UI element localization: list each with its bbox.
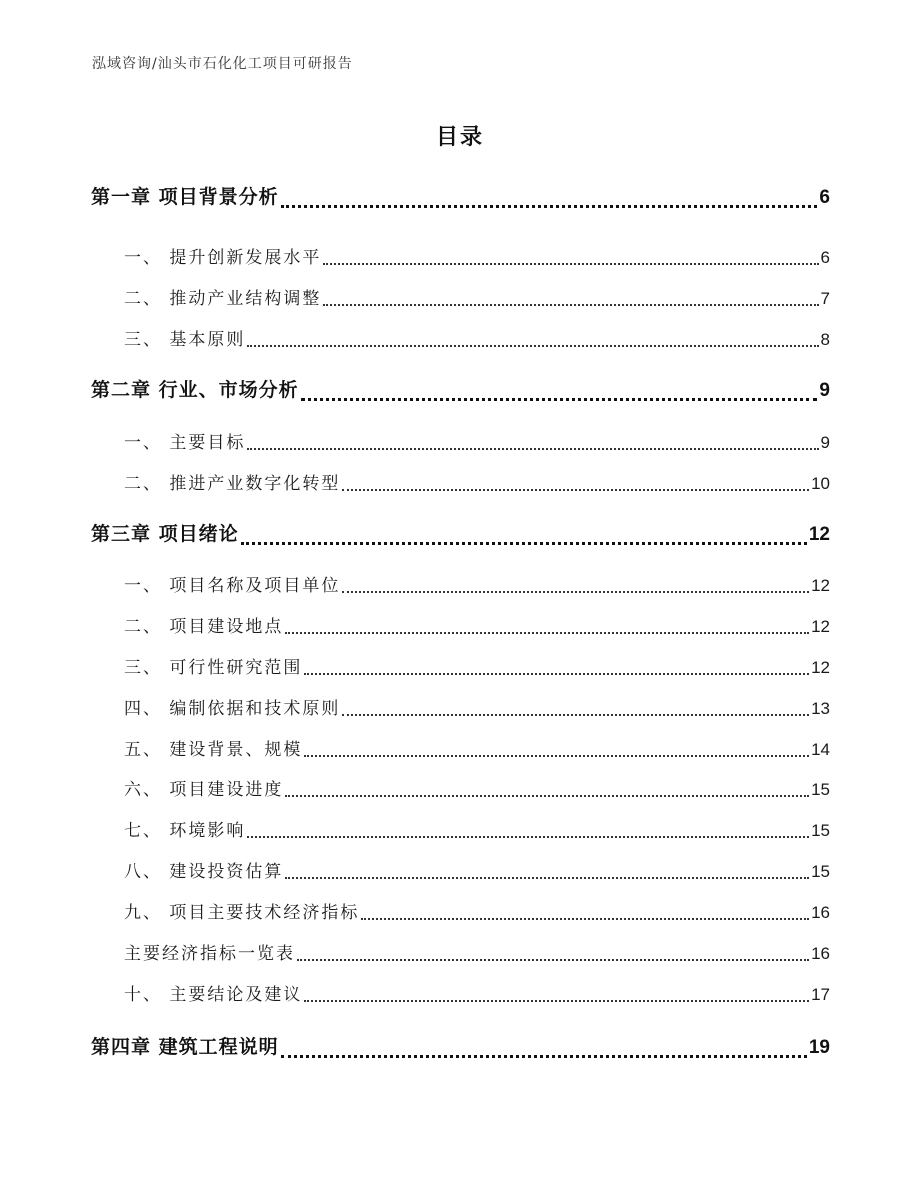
toc-entry-number: 第一章 [91,186,159,208]
toc-title: 目录 [435,125,484,150]
toc-entry-page: 17 [811,985,830,1004]
toc-section-entry[interactable] [124,571,830,601]
toc-entry-page: 12 [811,658,830,677]
dot-leader [297,959,809,961]
toc-entry-page: 16 [811,903,830,922]
toc-entry-label: 项目建设地点 [169,617,284,637]
toc-section-entry[interactable] [124,857,830,887]
toc-entry-page: 6 [820,248,830,267]
dot-leader [361,918,809,920]
toc-entry-label: 主要结论及建议 [169,985,303,1005]
toc-entry-page: 16 [811,944,830,963]
toc-entry-label: 主要经济指标一览表 [124,944,295,964]
toc-entry-page: 15 [811,862,830,881]
dot-leader [247,836,809,838]
toc-entry-page: 12 [811,576,830,595]
toc-entry-number: 第三章 [91,523,159,545]
toc-section-entry[interactable] [124,243,830,273]
dot-leader [323,304,818,306]
toc-section-entry[interactable] [124,775,830,805]
toc-entry-label: 编制依据和技术原则 [169,699,341,719]
toc-entry-page: 6 [819,187,830,208]
toc-section-entry[interactable] [124,653,830,683]
toc-section-entry[interactable] [124,694,830,724]
toc-entry-number: 二、 [124,289,170,309]
toc-entry-page: 19 [808,1037,830,1058]
dot-leader [304,1000,809,1002]
toc-entry-label: 可行性研究范围 [169,658,303,678]
dot-leader [285,877,809,879]
dot-leader [304,673,809,675]
toc-entry-label: 环境影响 [169,821,246,841]
toc-chapter-entry[interactable] [91,182,830,212]
toc-entry-number: 第四章 [91,1036,159,1058]
toc-entry-page: 7 [820,289,830,308]
dot-leader [285,795,809,797]
toc-entry-label: 建设投资估算 [169,862,284,882]
toc-entry-number: 七、 [124,821,170,841]
dot-leader [247,345,818,347]
toc-section-entry[interactable] [124,428,830,458]
toc-entry-number: 二、 [124,474,170,494]
toc-entry-label: 项目绪论 [158,523,239,545]
toc-entry-number: 四、 [124,699,170,719]
page-header: 泓域咨询/汕头市石化化工项目可研报告 [92,56,353,72]
dot-leader [281,205,818,208]
toc-entry-label: 建设背景、规模 [169,740,303,760]
toc-section-entry[interactable] [124,735,830,765]
toc-entry-number: 二、 [124,617,170,637]
toc-entry-page: 10 [811,474,830,493]
toc-section-entry[interactable] [124,816,830,846]
toc-entry-page: 15 [811,821,830,840]
toc-entry-label: 项目建设进度 [169,780,284,800]
toc-chapter-entry[interactable] [91,375,830,405]
toc-entry-label: 基本原则 [169,330,246,350]
toc-section-entry[interactable] [124,469,830,499]
toc-entry-number: 九、 [124,903,170,923]
dot-leader [323,263,818,265]
dot-leader [247,448,818,450]
toc-entry-label: 推进产业数字化转型 [169,474,341,494]
toc-entry-number: 一、 [124,576,170,596]
toc-section-entry[interactable] [124,325,830,355]
toc-entry-page: 12 [808,524,830,545]
toc-entry-label: 项目背景分析 [158,186,279,208]
toc-entry-label: 主要目标 [169,433,246,453]
toc-section-entry[interactable] [124,898,830,928]
toc-entry-label: 推动产业结构调整 [169,289,322,309]
toc-entry-label: 行业、市场分析 [158,379,299,401]
toc-entry-page: 9 [819,380,830,401]
dot-leader [342,489,809,491]
toc-entry-page: 9 [820,433,830,452]
toc-entry-label: 项目名称及项目单位 [169,576,341,596]
toc-entry-number: 三、 [124,330,170,350]
toc-entry-number: 八、 [124,862,170,882]
toc-entry-number: 一、 [124,248,170,268]
toc-entry-number: 五、 [124,740,170,760]
toc-entry-label: 提升创新发展水平 [169,248,322,268]
toc-section-entry[interactable] [124,980,830,1010]
dot-leader [342,591,809,593]
toc-entry-page: 13 [811,699,830,718]
toc-section-entry[interactable] [124,612,830,642]
dot-leader [241,542,807,545]
toc-section-entry[interactable] [124,939,830,969]
toc-section-entry[interactable] [124,284,830,314]
toc-entry-number: 六、 [124,780,170,800]
toc-entry-page: 14 [811,740,830,759]
toc-entry-label: 项目主要技术经济指标 [169,903,360,923]
toc-entry-number: 第二章 [91,379,159,401]
toc-chapter-entry[interactable] [91,1032,830,1062]
toc-entry-page: 15 [811,780,830,799]
dot-leader [285,632,809,634]
toc-entry-label: 建筑工程说明 [158,1036,279,1058]
dot-leader [281,1055,807,1058]
toc-chapter-entry[interactable] [91,519,830,549]
toc-entry-number: 十、 [124,985,170,1005]
toc-entry-page: 8 [820,330,830,349]
dot-leader [301,398,818,401]
dot-leader [304,755,809,757]
dot-leader [342,714,809,716]
toc-entry-number: 三、 [124,658,170,678]
toc-entry-page: 12 [811,617,830,636]
toc-entry-number: 一、 [124,433,170,453]
